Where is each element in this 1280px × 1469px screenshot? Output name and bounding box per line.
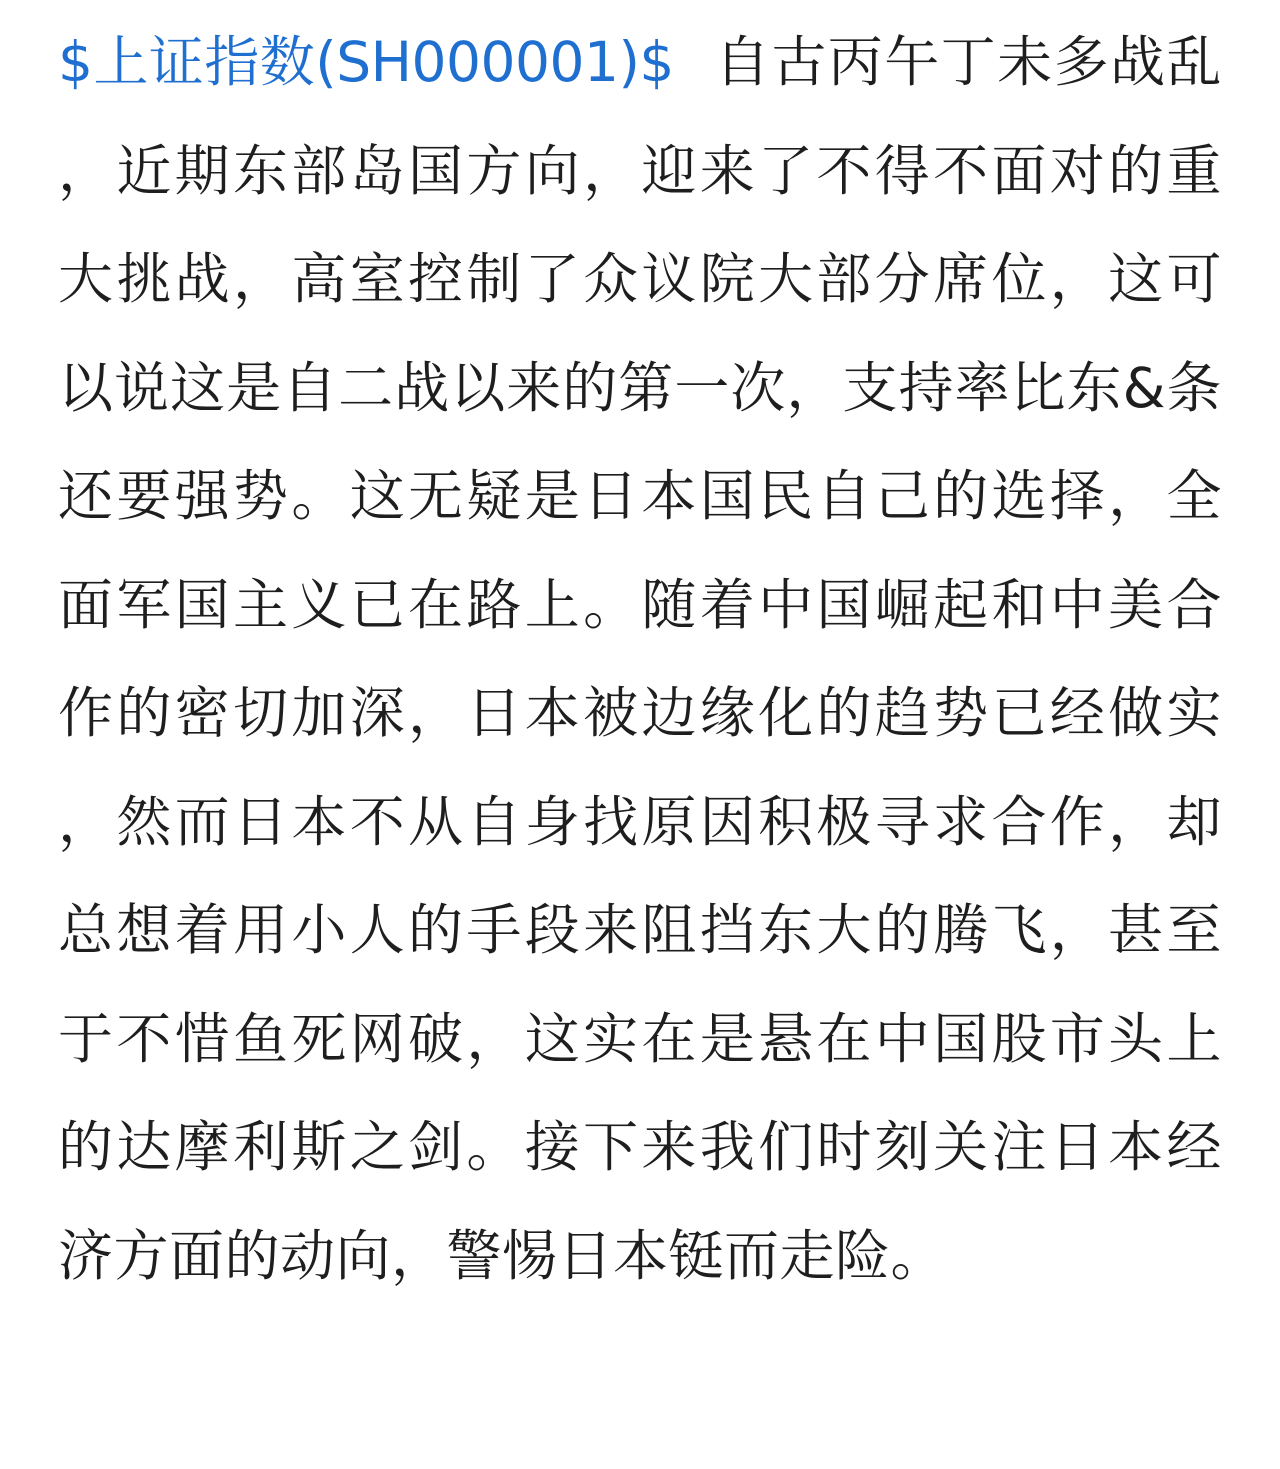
post-text: 自古丙午丁未多战乱，近期东部岛国方向，迎来了不得不面对的重大挑战，高室控制了众议院大部分席位，这可以说这是自二战以来的第一次，支持率比东&条还要强势。这无疑是日本国民自己的选择，全面军国主义已在路上。随着中国崛起和中美合作的密切加深，日本被边缘化的趋势已经做实，然而日本不从自身找原因积极寻求合作，却总想着用小人的手段来阻挡东大的腾飞，甚至于不惜鱼死网破，这实在是悬在中国股市头上的达摩利斯之剑。接下来我们时刻关注日本经济方面的动向，警惕日本铤而走险。 bbox=[58, 30, 1222, 1288]
stock-tag-link[interactable]: $上证指数(SH000001)$ bbox=[58, 30, 674, 94]
post-body bbox=[58, 8, 1222, 1310]
